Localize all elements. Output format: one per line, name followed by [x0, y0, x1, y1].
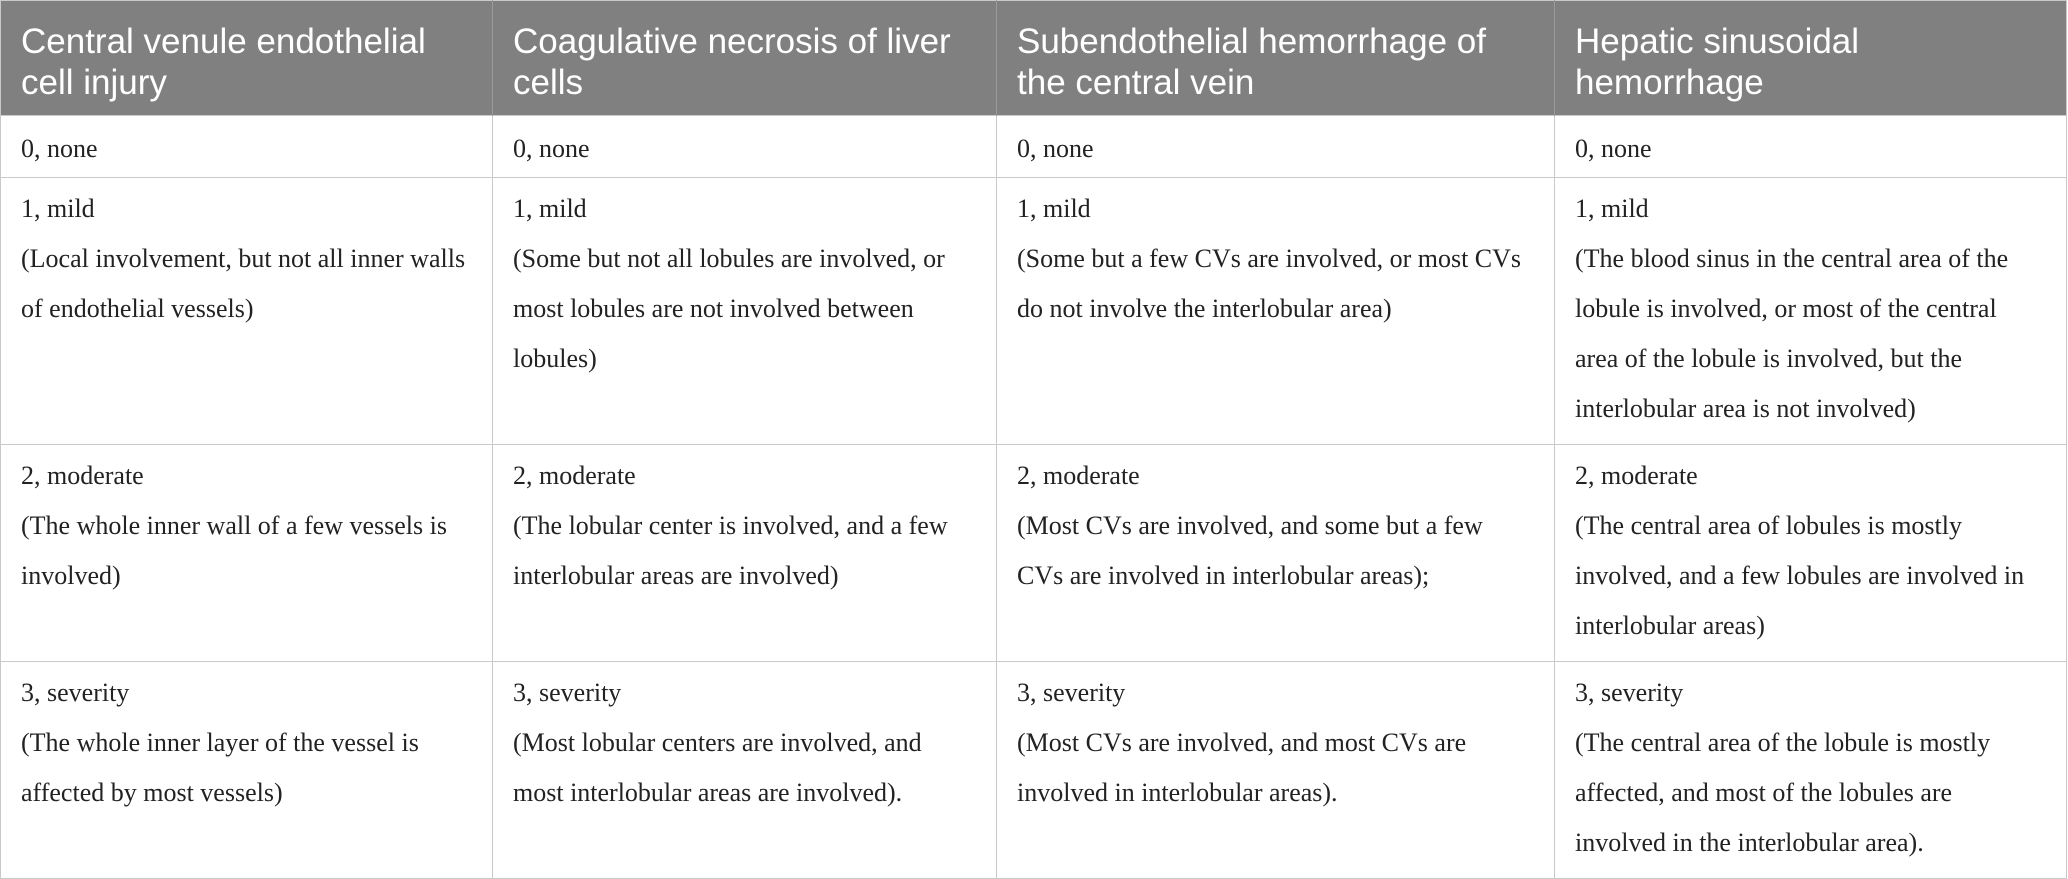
table-cell — [1, 178, 493, 445]
table-cell — [1, 662, 493, 879]
grade-level: 0, none — [1575, 134, 1652, 163]
table-cell — [1, 116, 493, 178]
grade-level: 2, moderate — [1017, 461, 1140, 490]
grade-level: 0, none — [21, 134, 98, 163]
grade-description: (The central area of lobules is mostly involved, and a few lobules are involved in interlobular areas) — [1575, 511, 2025, 640]
table-cell — [1, 445, 493, 662]
column-header-subendothelial-hemorrhage: Subendothelial hemorrhage of the central vein — [997, 1, 1555, 116]
grade-level: 0, none — [1017, 134, 1094, 163]
table-row — [1, 178, 2067, 445]
grade-description: (The lobular center is involved, and a few interlobular areas are involved) — [513, 511, 948, 590]
table-cell — [493, 662, 997, 879]
grade-level: 2, moderate — [513, 461, 636, 490]
table-cell — [1555, 116, 2067, 178]
grade-level: 3, severity — [1017, 678, 1126, 707]
table-row — [1, 116, 2067, 178]
table-header-row — [1, 1, 2067, 116]
table-cell — [1555, 445, 2067, 662]
grade-level: 0, none — [513, 134, 590, 163]
grade-level: 2, moderate — [1575, 461, 1698, 490]
table-cell — [997, 662, 1555, 879]
table-cell — [1555, 662, 2067, 879]
grade-description: (Local involvement, but not all inner walls of endothelial vessels) — [21, 244, 466, 323]
grade-level: 1, mild — [513, 194, 587, 223]
grade-description: (Most CVs are involved, and most CVs are involved in interlobular areas). — [1017, 728, 1467, 807]
table-cell — [997, 445, 1555, 662]
grade-description: (Most CVs are involved, and some but a few CVs are involved in interlobular areas); — [1017, 511, 1483, 590]
table-cell — [1555, 178, 2067, 445]
table-cell — [493, 445, 997, 662]
column-header-sinusoidal-hemorrhage: Hepatic sinusoidal hemorrhage — [1555, 1, 2067, 116]
grade-description: (Some but not all lobules are involved, or most lobules are not involved between lobules) — [513, 244, 945, 373]
grade-description: (Some but a few CVs are involved, or most CVs do not involve the interlobular area) — [1017, 244, 1522, 323]
grade-description: (The central area of the lobule is mostly affected, and most of the lobules are involved in the interlobular area). — [1575, 728, 1991, 857]
grade-level: 3, severity — [21, 678, 130, 707]
grade-level: 3, severity — [513, 678, 622, 707]
grade-description: (The whole inner layer of the vessel is affected by most vessels) — [21, 728, 419, 807]
grade-level: 1, mild — [21, 194, 95, 223]
grade-level: 3, severity — [1575, 678, 1684, 707]
table-row — [1, 662, 2067, 879]
table-cell — [493, 178, 997, 445]
table-cell — [493, 116, 997, 178]
grade-level: 1, mild — [1575, 194, 1649, 223]
grade-description: (The blood sinus in the central area of the lobule is involved, or most of the central area of the lobule is involved, but the interlobular area is not involved) — [1575, 244, 2009, 423]
table-row — [1, 445, 2067, 662]
column-header-endothelial-injury: Central venule endothelial cell injury — [1, 1, 493, 116]
column-header-coagulative-necrosis: Coagulative necrosis of liver cells — [493, 1, 997, 116]
grade-level: 1, mild — [1017, 194, 1091, 223]
table-cell — [997, 116, 1555, 178]
table-cell — [997, 178, 1555, 445]
grade-level: 2, moderate — [21, 461, 144, 490]
grade-description: (Most lobular centers are involved, and most interlobular areas are involved). — [513, 728, 922, 807]
grade-description: (The whole inner wall of a few vessels is involved) — [21, 511, 447, 590]
